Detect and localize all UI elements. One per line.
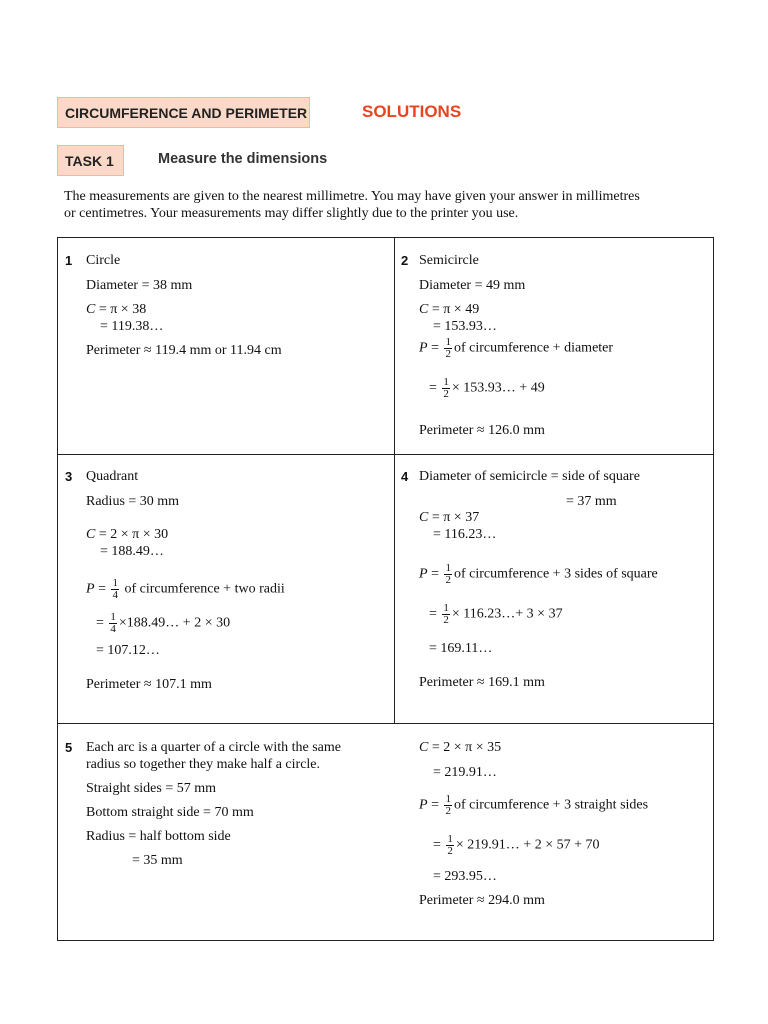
c4-calc-rest: × 116.23…+ 3 × 37	[451, 606, 563, 622]
c3-shape: Quadrant	[86, 469, 139, 484]
c-symbol: C	[419, 740, 429, 755]
fraction-one-half	[442, 377, 450, 400]
fraction-one-half	[446, 834, 454, 857]
c5-result: = 293.95…	[433, 869, 497, 884]
c2-perimeter-formula	[419, 337, 613, 360]
item-number-5: 5	[65, 740, 73, 755]
fraction-numerator: 1	[110, 611, 116, 623]
fraction-denominator: 4	[112, 589, 118, 601]
c2-calc-rest: × 153.93… + 49	[451, 380, 545, 396]
c3-p-prefix: =	[94, 581, 110, 597]
c5-radius: Radius = half bottom side	[86, 829, 231, 844]
item-number-3: 3	[65, 469, 73, 484]
section-title	[57, 97, 310, 128]
c4-p-rest: of circumference + 3 sides of square	[453, 566, 658, 582]
c3-c-value: = 188.49…	[100, 544, 164, 559]
c5-circumference	[419, 739, 501, 756]
c2-c-value: = 153.93…	[433, 319, 497, 334]
p-symbol: P	[86, 581, 95, 597]
c5-desc-1: Each arc is a quarter of a circle with the same	[86, 740, 341, 755]
intro-paragraph	[64, 188, 724, 222]
c5-calculation	[433, 834, 600, 857]
fraction-numerator: 1	[445, 336, 451, 348]
c4-circumference	[419, 509, 479, 526]
c5-bottom-side: Bottom straight side = 70 mm	[86, 805, 254, 820]
c-symbol: C	[419, 302, 429, 317]
c5-perimeter: Perimeter ≈ 294.0 mm	[419, 893, 545, 908]
fraction-one-quarter	[111, 578, 119, 601]
fraction-denominator: 2	[443, 614, 449, 626]
c1-perimeter: Perimeter ≈ 119.4 mm or 11.94 cm	[86, 343, 282, 358]
p-symbol: P	[419, 566, 428, 582]
c4-calc-prefix: =	[429, 606, 441, 622]
c4-result: = 169.11…	[429, 641, 493, 656]
c2-p-rest: of circumference + diameter	[453, 340, 614, 356]
fraction-numerator: 1	[445, 793, 451, 805]
c2-diameter: Diameter = 49 mm	[419, 278, 526, 293]
c3-radius: Radius = 30 mm	[86, 494, 180, 509]
fraction-denominator: 2	[445, 348, 451, 360]
item-number-1: 1	[65, 253, 73, 268]
c3-result: = 107.12…	[96, 643, 160, 658]
c3-perimeter: Perimeter ≈ 107.1 mm	[86, 677, 212, 692]
c3-calc-rest: ×188.49… + 2 × 30	[118, 615, 231, 631]
fraction-numerator: 1	[445, 562, 451, 574]
c2-p-prefix: =	[427, 340, 443, 356]
intro-line-1: The measurements are given to the nearest millimetre. You may have given your answer in millimetres	[64, 189, 640, 204]
c2-shape: Semicircle	[419, 253, 479, 268]
fraction-one-half	[442, 603, 450, 626]
section-title-text: CIRCUMFERENCE AND PERIMETER	[65, 104, 308, 121]
c-symbol: C	[419, 510, 429, 525]
fraction-numerator: 1	[443, 602, 449, 614]
fraction-denominator: 2	[447, 845, 453, 857]
c1-diameter: Diameter = 38 mm	[86, 278, 193, 293]
row-divider-1	[58, 454, 713, 455]
c6-calc-prefix: =	[433, 837, 445, 853]
fraction-numerator: 1	[443, 376, 449, 388]
c6-p-rest: of circumference + 3 straight sides	[453, 797, 649, 813]
item-number-4: 4	[401, 469, 409, 484]
fraction-one-half	[444, 563, 452, 586]
task-label-text: TASK 1	[65, 152, 114, 169]
fraction-numerator: 1	[112, 577, 118, 589]
c4-c-expr: = π × 37	[428, 510, 480, 525]
solutions-table	[57, 237, 714, 941]
task-label	[57, 145, 124, 176]
c3-p-rest: of circumference + two radii	[120, 581, 285, 597]
c5-desc-2: radius so together they make half a circle.	[86, 757, 321, 772]
fraction-numerator: 1	[447, 833, 453, 845]
fraction-denominator: 2	[445, 574, 451, 586]
fraction-denominator: 4	[110, 623, 116, 635]
c2-circumference	[419, 301, 479, 318]
fraction-one-quarter	[109, 612, 117, 635]
c5-straight-sides: Straight sides = 57 mm	[86, 781, 217, 796]
p-symbol: P	[419, 340, 428, 356]
c6-c-expr: = 2 × π × 35	[428, 740, 502, 755]
c4-c-value: = 116.23…	[433, 527, 497, 542]
c1-circumference	[86, 301, 146, 318]
p-symbol: P	[419, 797, 428, 813]
solutions-heading: SOLUTIONS	[362, 102, 462, 121]
c6-calc-rest: × 219.91… + 2 × 57 + 70	[455, 837, 600, 853]
fraction-denominator: 2	[445, 805, 451, 817]
c3-calc-prefix: =	[96, 615, 108, 631]
c-symbol: C	[86, 302, 96, 317]
c3-c-expr: = 2 × π × 30	[95, 527, 169, 542]
fraction-one-half	[444, 337, 452, 360]
c4-calculation	[429, 603, 563, 626]
c5-c-value: = 219.91…	[433, 765, 497, 780]
c4-perimeter: Perimeter ≈ 169.1 mm	[419, 675, 545, 690]
item-number-2: 2	[401, 253, 409, 268]
c1-shape: Circle	[86, 253, 121, 268]
c5-perimeter-formula	[419, 794, 648, 817]
fraction-one-half	[444, 794, 452, 817]
intro-line-2: or centimetres. Your measurements may differ slightly due to the printer you use.	[64, 206, 519, 221]
c4-line-1: Diameter of semicircle = side of square	[419, 469, 640, 484]
task-heading: Measure the dimensions	[158, 151, 328, 167]
c3-circumference	[86, 526, 168, 543]
c3-perimeter-formula	[86, 578, 285, 601]
c2-calculation	[429, 377, 545, 400]
row-divider-2	[58, 723, 713, 724]
c1-c-value: = 119.38…	[100, 319, 164, 334]
c2-c-expr: = π × 49	[428, 302, 480, 317]
c1-c-expr: = π × 38	[95, 302, 147, 317]
c6-p-prefix: =	[427, 797, 443, 813]
c-symbol: C	[86, 527, 96, 542]
c5-radius-value: = 35 mm	[132, 853, 183, 868]
c3-calculation	[96, 612, 230, 635]
c4-perimeter-formula	[419, 563, 658, 586]
c2-calc-prefix: =	[429, 380, 441, 396]
c4-line-2: = 37 mm	[566, 494, 617, 509]
c4-p-prefix: =	[427, 566, 443, 582]
c2-perimeter: Perimeter ≈ 126.0 mm	[419, 423, 545, 438]
fraction-denominator: 2	[443, 388, 449, 400]
column-divider	[394, 238, 395, 724]
